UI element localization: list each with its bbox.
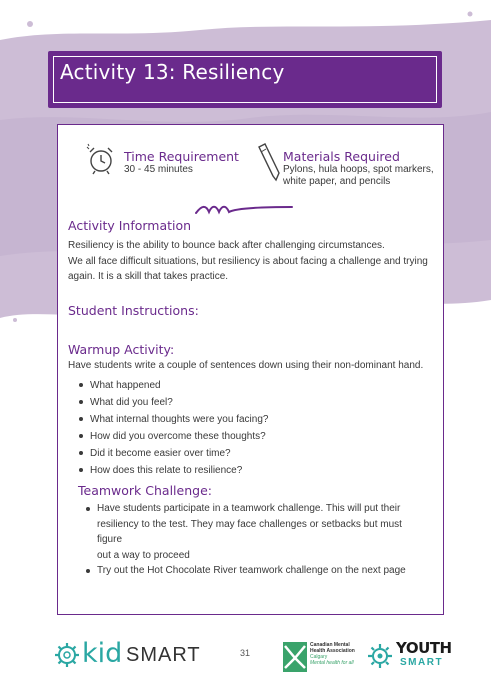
list-item: How does this relate to resilience? — [77, 462, 268, 479]
youthsmart-logo-youth: YOUTH — [396, 639, 452, 657]
activity-information-heading: Activity Information — [68, 218, 192, 233]
kidsmart-logo-kid: kid — [82, 638, 123, 669]
teamwork-list — [84, 501, 429, 579]
list-item: Did it become easier over time? — [77, 445, 268, 462]
materials-line-2: white paper, and pencils — [283, 176, 391, 187]
teamwork-item-1-line-3: out a way to proceed — [97, 549, 190, 561]
warmup-intro: Have students write a couple of sentences down using their non-dominant hand. — [68, 360, 424, 371]
teamwork-heading: Teamwork Challenge: — [78, 483, 212, 498]
materials-required-label: Materials Required — [283, 149, 400, 164]
activity-card — [57, 124, 444, 615]
cmha-line-2: Health Association — [310, 648, 355, 654]
cmha-logo-text — [310, 642, 355, 666]
warmup-heading: Warmup Activity: — [68, 342, 175, 357]
time-requirement-value: 30 - 45 minutes — [124, 164, 193, 175]
activity-information-line-3: again. It is a skill that takes practice. — [68, 271, 229, 283]
activity-information-text — [68, 238, 438, 285]
list-item: What internal thoughts were you facing? — [77, 411, 268, 428]
youthsmart-logo-smart: SMART — [400, 657, 444, 668]
page-title: Activity 13: Resiliency — [60, 60, 285, 84]
teamwork-item-1-line-2: resiliency to the test. They may face challenges or setbacks but must figure — [97, 518, 402, 546]
teamwork-item-1-line-1: Have students participate in a teamwork challenge. This will put their — [97, 503, 401, 514]
materials-line-1: Pylons, hula hoops, spot markers, — [283, 164, 434, 175]
pencil-icon — [256, 143, 282, 183]
gear-icon — [50, 640, 84, 670]
list-item: How did you overcome these thoughts? — [77, 428, 268, 445]
materials-required — [283, 149, 434, 188]
list-item: What did you feel? — [77, 394, 268, 411]
kidsmart-logo-smart: SMART — [126, 644, 201, 666]
time-requirement — [124, 149, 239, 176]
title-banner — [48, 51, 442, 108]
cmha-line-1: Canadian Mental — [310, 642, 350, 648]
cmha-line-4: Mental health for all — [310, 660, 354, 666]
squiggle-decoration — [194, 203, 294, 217]
cmha-logo-icon — [283, 642, 307, 672]
cmha-line-3: Calgary — [310, 654, 328, 660]
list-item: What happened — [77, 377, 268, 394]
alarm-clock-icon — [85, 143, 117, 175]
student-instructions-heading: Student Instructions: — [68, 303, 199, 318]
page-number: 31 — [240, 648, 251, 658]
youthsmart-gear-icon — [366, 642, 394, 670]
time-requirement-label: Time Requirement — [124, 149, 239, 164]
list-item: Try out the Hot Chocolate River teamwork challenge on the next page — [84, 563, 429, 579]
footer — [0, 630, 491, 690]
list-item — [84, 501, 429, 563]
activity-information-line-1: Resiliency is the ability to bounce back after challenging circumstances. — [68, 240, 385, 251]
warmup-list — [77, 377, 268, 479]
activity-information-line-2: We all face difficult situations, but resiliency is about facing a challenge and trying — [68, 255, 428, 267]
